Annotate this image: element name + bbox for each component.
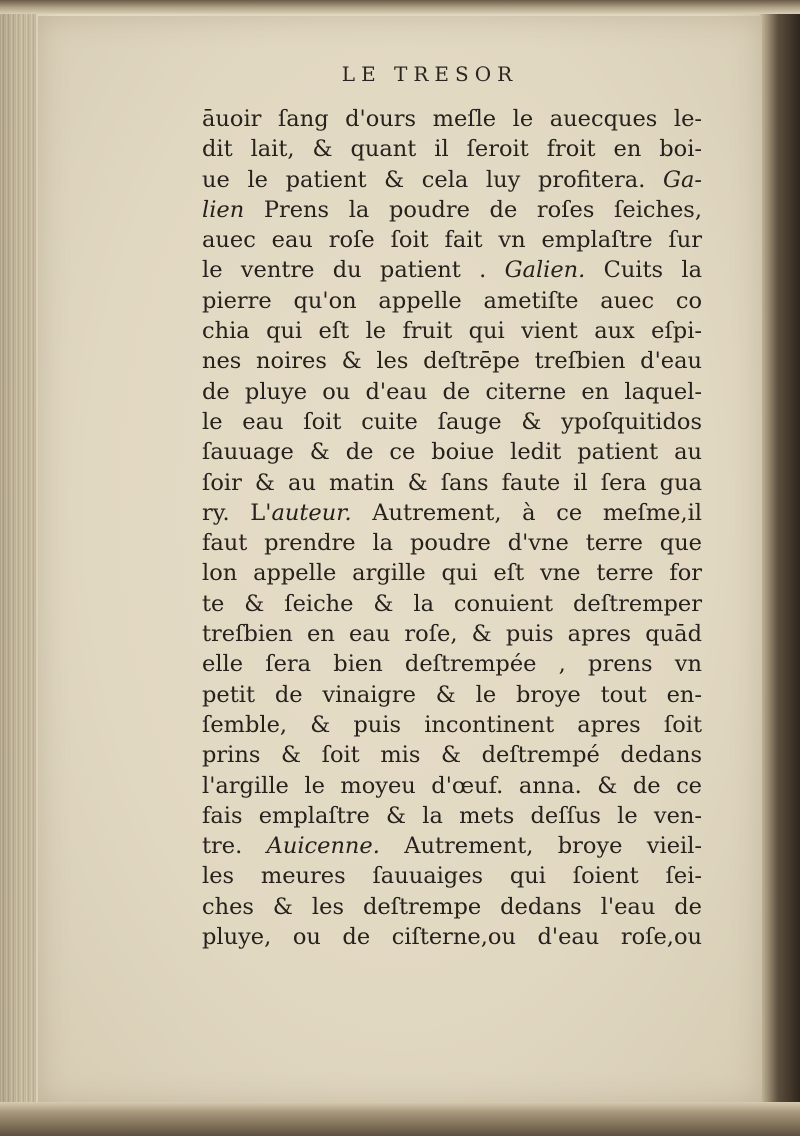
italic-citation: auteur. [271, 499, 352, 526]
text-line [202, 195, 702, 225]
text-segment: ue le patient & cela luy profitera. [202, 166, 663, 193]
text-line [202, 771, 702, 801]
text-segment: prins & ſoit mis & deſtrempé dedans [202, 742, 702, 769]
text-segment: te & ſeiche & la conuient deſtremper [202, 590, 702, 617]
text-segment: auec eau roſe ſoit fait vn emplaſtre ſur [202, 227, 702, 254]
text-line [202, 740, 702, 770]
book-right-edge [760, 0, 800, 1136]
text-segment: petit de vinaigre & le broye tout en- [202, 681, 702, 708]
text-segment: elle ſera bien deſtrempée , prens vn [202, 651, 702, 678]
text-segment: faut prendre la poudre d'vne terre que [202, 530, 702, 557]
text-line [202, 710, 702, 740]
text-line [202, 831, 702, 861]
text-segment: lon appelle argille qui eſt vne terre for [202, 560, 702, 587]
text-segment: pierre qu'on appelle ametiſte auec co [202, 287, 702, 314]
text-segment: Autrement, à ce meſme,il [351, 499, 702, 526]
text-line [202, 680, 702, 710]
text-segment: chia qui eſt le fruit qui vient aux eſpi- [202, 318, 702, 345]
text-line [202, 104, 702, 134]
text-line [202, 377, 702, 407]
text-segment: ches & les deſtrempe dedans l'eau de [202, 893, 702, 920]
text-segment: de pluye ou d'eau de citerne en laquel- [202, 378, 702, 405]
text-line [202, 498, 702, 528]
running-head: LE TRESOR [341, 62, 519, 86]
text-line [202, 165, 702, 195]
text-segment: dit lait, & quant il ſeroit froit en boi- [202, 136, 702, 163]
text-line [202, 922, 702, 952]
text-line [202, 528, 702, 558]
text-line [202, 558, 702, 588]
text-segment: tre. [202, 833, 267, 860]
text-line [202, 346, 702, 376]
text-line [202, 861, 702, 891]
text-segment: treſbien en eau roſe, & puis apres quād [202, 621, 702, 648]
italic-citation: lien [202, 196, 245, 223]
text-line [202, 225, 702, 255]
text-line [202, 437, 702, 467]
page-top-edge [0, 0, 800, 14]
text-segment: āuoir ſang d'ours meſle le auecques le- [202, 106, 702, 132]
text-line [202, 468, 702, 498]
italic-citation: Galien. [504, 257, 586, 284]
text-line [202, 892, 702, 922]
italic-citation: Ga- [663, 166, 702, 193]
text-line [202, 255, 702, 285]
text-line [202, 589, 702, 619]
text-line [202, 649, 702, 679]
page-edges-left [0, 0, 36, 1136]
text-segment: les meures ſauuaiges qui ſoient ſei- [202, 863, 702, 890]
page-bottom-edge [0, 1102, 800, 1136]
text-segment: le ventre du patient . [202, 257, 505, 284]
text-line [202, 801, 702, 831]
text-segment: ſemble, & puis incontinent apres ſoit [202, 711, 702, 738]
text-segment: ſoir & au matin & ſans faute il ſera gua [202, 469, 702, 496]
text-segment: Prens la poudre de roſes ſeiches, [244, 196, 702, 223]
text-block [202, 104, 702, 952]
text-line [202, 286, 702, 316]
text-segment: l'argille le moyeu d'œuf. anna. & de ce [202, 772, 702, 799]
text-segment: ſauuage & de ce boiue ledit patient au [202, 439, 702, 466]
italic-citation: Auicenne. [266, 833, 380, 860]
text-segment: nes noires & les deſtrēpe treſbien d'eau [202, 348, 702, 375]
text-line [202, 316, 702, 346]
text-line [202, 619, 702, 649]
text-segment: Cuits la [585, 257, 702, 284]
text-line [202, 407, 702, 437]
text-segment: fais emplaſtre & la mets deſſus le ven- [202, 802, 702, 829]
text-segment: ry. L' [202, 499, 272, 526]
text-segment: le eau ſoit cuite ſauge & ypoſquitidos [202, 408, 702, 435]
text-segment: Autrement, broye vieil- [379, 833, 703, 860]
text-segment: pluye, ou de ciſterne,ou d'eau roſe,ou [202, 924, 702, 951]
text-line [202, 134, 702, 164]
